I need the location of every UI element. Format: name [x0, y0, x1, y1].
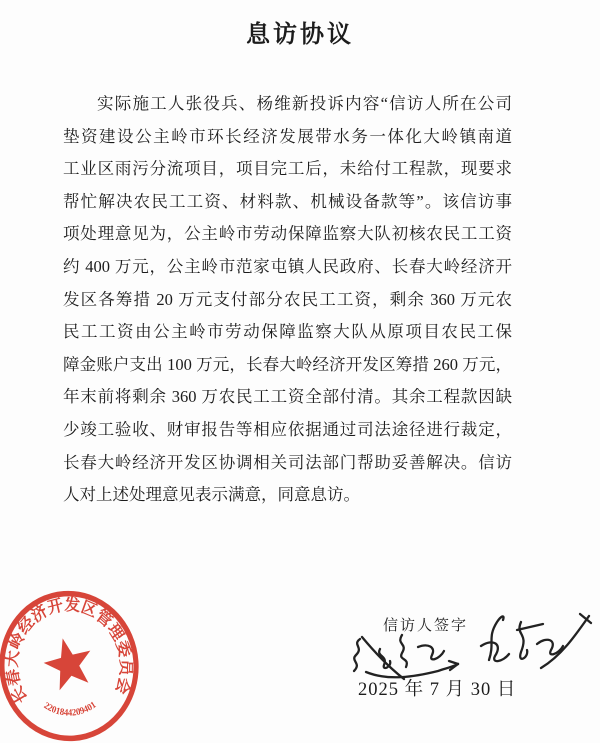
body-line: 长春大岭经济开发区协调相关司法部门帮助妥善解决。信访 [63, 452, 512, 472]
body-line: 实际施工人张役兵、杨维新投诉内容“信访人所在公司 [97, 94, 512, 113]
seal-org-text: 长春大岭经济开发区管理委员会 [4, 596, 134, 707]
agreement-body-paragraph [63, 88, 512, 512]
body-line: 发区各筹措 20 万元支付部分农民工工资，剩余 360 万元农 [63, 289, 512, 309]
official-seal [0, 580, 149, 743]
body-line: 年末前将剩余 360 万农民工工资全部付清。其余工程款因缺 [63, 387, 512, 407]
seal-code-text: 2201844209401 [41, 700, 99, 719]
body-line: 人对上述处理意见表示满意，同意息访。 [63, 485, 360, 505]
body-line: 少竣工验收、财审报告等相应依据通过司法途径进行裁定， [63, 419, 512, 439]
body-line: 项处理意见为，公主岭市劳动保障监察大队初核农民工工资 [63, 224, 512, 244]
petitioner-signature-label: 信访人签字 [383, 618, 469, 634]
body-line: 工业区雨污分流项目，项目完工后，未给付工程款，现要求 [63, 159, 512, 179]
handwritten-signature-yang-weixin [477, 608, 597, 678]
body-line: 障金账户支出 100 万元，长春大岭经济开发区筹措 260 万元， [63, 354, 512, 374]
document-title: 息访协议 [246, 22, 354, 48]
body-line: 民工工资由公主岭市劳动保障监察大队从原项目农民工保 [63, 322, 512, 342]
body-line: 帮忙解决农民工工资、材料款、机械设备款等”。该信访事 [63, 191, 512, 211]
signature-date: 2025 年 7 月 30 日 [358, 680, 517, 700]
seal-star-icon [42, 637, 93, 692]
body-line: 垫资建设公主岭市环长经济发展带水务一体化大岭镇南道 [63, 126, 512, 146]
body-line: 约 400 万元，公主岭市范家屯镇人民政府、长春大岭经济开 [63, 256, 512, 276]
